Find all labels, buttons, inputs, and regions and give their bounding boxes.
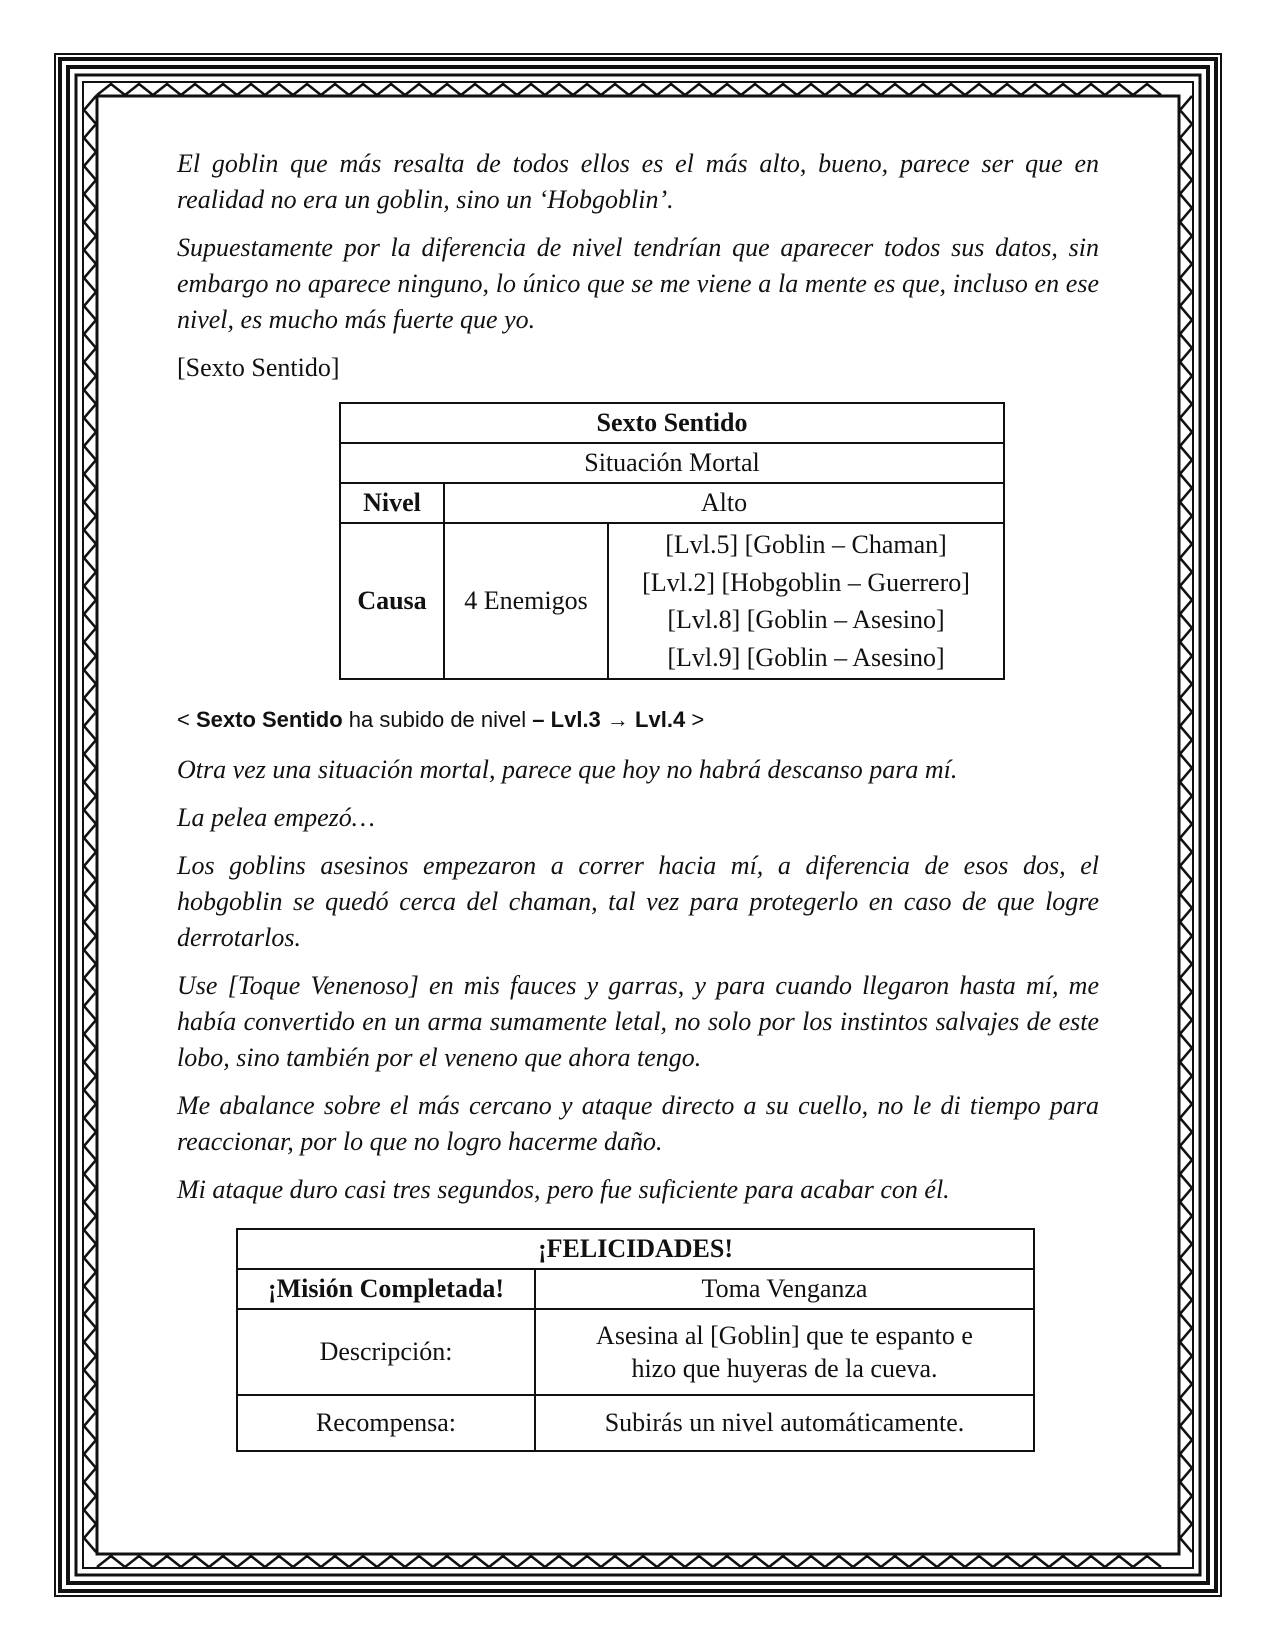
- description-value: [535, 1309, 1034, 1395]
- skill-label: [Sexto Sentido]: [177, 353, 340, 382]
- enemy-entry: [Lvl.9] [Goblin – Asesino]: [667, 642, 945, 672]
- enemy-entry: [Lvl.8] [Goblin – Asesino]: [667, 605, 945, 634]
- paragraph: Los goblins asesinos empezaron a correr hacia mí, a diferencia de esos dos, el hobgoblin se quedó cerca del chaman, tal vez para protegerlo en caso de que logre derrotarlos.: [177, 851, 1099, 952]
- skill-title: Sexto Sentido: [340, 403, 1004, 443]
- top-text: [177, 146, 1099, 398]
- enemy-list: [608, 523, 1004, 679]
- level-up-notification: [177, 703, 704, 737]
- description-line: Asesina al [Goblin] que te espanto e: [596, 1321, 973, 1350]
- notification-text: ha subido de nivel: [348, 707, 527, 732]
- description-line: hizo que huyeras de la cueva.: [631, 1354, 938, 1383]
- skill-table: [339, 402, 1005, 680]
- level-from: Lvl.3: [550, 707, 601, 732]
- mission-completed-label: ¡Misión Completada!: [237, 1269, 535, 1309]
- paragraph: Otra vez una situación mortal, parece que hoy no habrá descanso para mí.: [177, 755, 958, 784]
- level-to: Lvl.4: [635, 707, 686, 732]
- skill-subtitle: Situación Mortal: [340, 443, 1004, 483]
- reward-label: Recompensa:: [237, 1395, 535, 1451]
- paragraph: Supuestamente por la diferencia de nivel tendrían que aparecer todos sus datos, sin embargo no aparece ninguno, lo único que se me viene a la mente es que, incluso en ese nivel, es mucho más fuerte que yo.: [177, 233, 1099, 334]
- skill-name: Sexto Sentido: [195, 707, 343, 732]
- bracket-open: <: [177, 707, 190, 732]
- paragraph: Me abalance sobre el más cercano y ataque directo a su cuello, no le di tiempo para reaccionar, por lo que no logro hacerme daño.: [177, 1091, 1099, 1156]
- enemy-entry: [Lvl.2] [Hobgoblin – Guerrero]: [642, 567, 970, 597]
- level-label: Nivel: [340, 483, 444, 523]
- dash: –: [532, 707, 545, 732]
- mission-table: [236, 1228, 1035, 1452]
- cause-count: 4 Enemigos: [444, 523, 608, 679]
- bottom-text: [177, 752, 1099, 1220]
- zigzag-band: [1180, 96, 1192, 1552]
- paragraph: Use [Toque Venenoso] en mis fauces y garras, y para cuando llegaron hasta mí, me había convertido en un arma sumamente letal, no solo por los instintos salvajes de este lobo, sino también por el veneno que ahora tengo.: [177, 971, 1099, 1072]
- cause-label: Causa: [340, 523, 444, 679]
- bracket-close: >: [691, 707, 705, 732]
- mission-name: Toma Venganza: [535, 1269, 1034, 1309]
- description-label: Descripción:: [237, 1309, 535, 1395]
- zigzag-band: [84, 96, 96, 1552]
- reward-value: Subirás un nivel automáticamente.: [535, 1395, 1034, 1451]
- paragraph: La pelea empezó…: [177, 803, 375, 832]
- zigzag-band: [97, 84, 1161, 95]
- zigzag-band: [97, 1556, 1161, 1567]
- mission-title: ¡FELICIDADES!: [237, 1229, 1034, 1269]
- paragraph: Mi ataque duro casi tres segundos, pero fue suficiente para acabar con él.: [177, 1175, 950, 1204]
- arrow-right-icon: →: [606, 707, 629, 732]
- enemy-entry: [Lvl.5] [Goblin – Chaman]: [665, 530, 947, 559]
- paragraph: El goblin que más resalta de todos ellos es el más alto, bueno, parece ser que en realidad no era un goblin, sino un ‘Hobgoblin’.: [177, 149, 1099, 214]
- level-value: Alto: [444, 483, 1004, 523]
